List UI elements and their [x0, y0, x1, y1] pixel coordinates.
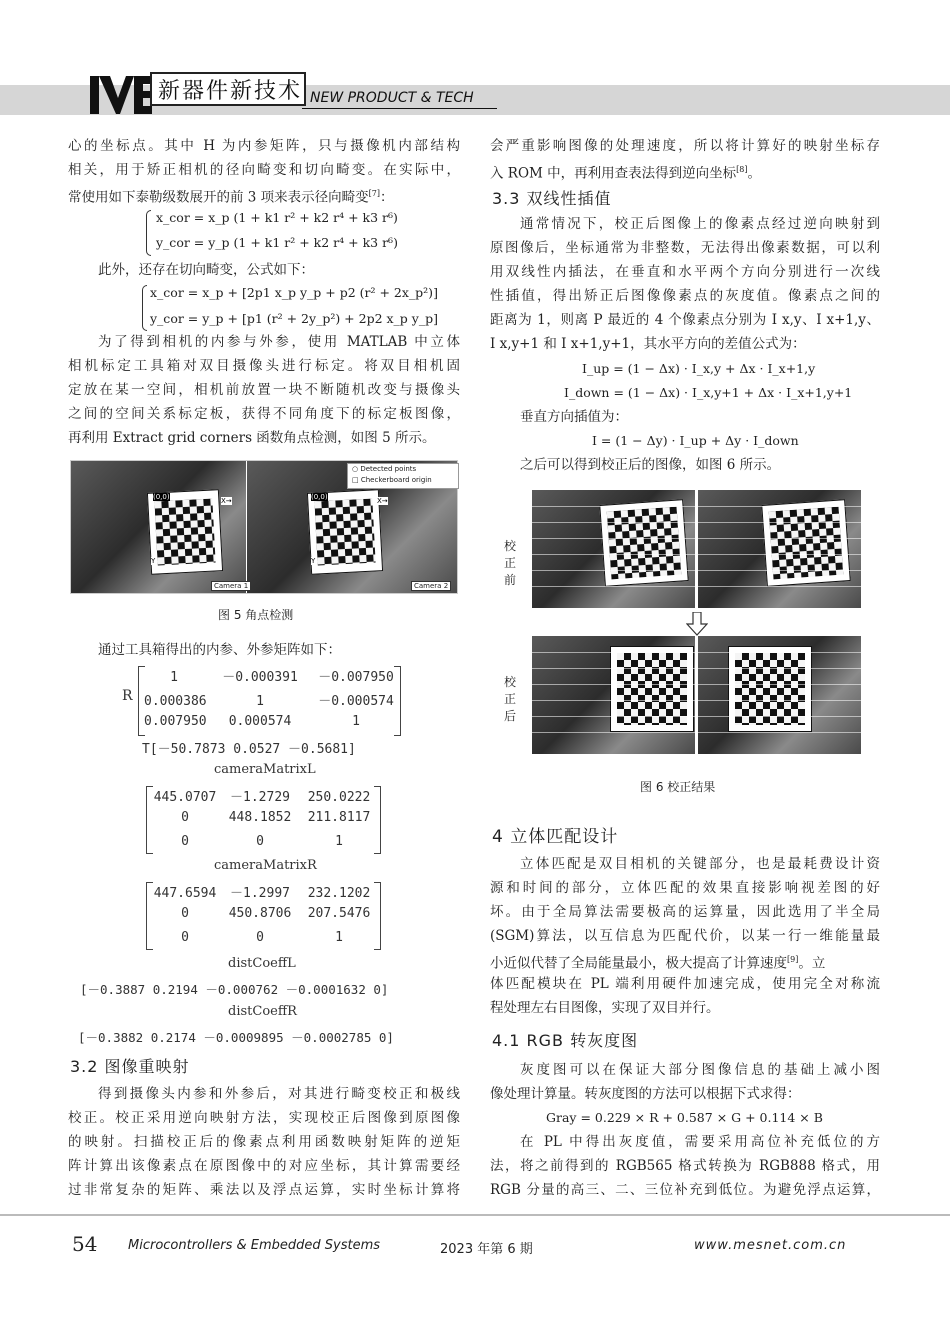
- camL-cell: －1.2729: [230, 790, 290, 805]
- eq-gray: Gray = 0.229 × R + 0.587 × G + 0.114 × B: [546, 1110, 823, 1125]
- left-p3-line2: 相机标定工具箱对双目摄像头进行标定。将双目相机固: [68, 358, 460, 374]
- fig5-x-1: X→: [221, 497, 232, 505]
- camR-cell: 447.6594: [153, 886, 217, 901]
- camL-cell: 250.0222: [307, 790, 371, 805]
- fig6-after-label: 校正后: [504, 675, 517, 723]
- R-cell: 0.007950: [144, 714, 207, 729]
- legend-origin-text: Checkerboard origin: [360, 476, 432, 484]
- right-p7-line2: 法，将之前得到的 RGB565 格式转换为 RGB888 格式，用: [490, 1158, 880, 1174]
- R-row-2: [144, 690, 396, 709]
- checkerboard-2: [314, 499, 375, 566]
- footer-url[interactable]: www.mesnet.com.cn: [694, 1238, 847, 1253]
- right-p5-line5-tail: 。立: [798, 955, 826, 972]
- right-p5-line6: 体匹配模块在 PL 端利用硬件加速完成，使用完全对称流: [490, 976, 880, 992]
- camL-label: cameraMatrixL: [214, 762, 316, 777]
- right-p1-line1: 会严重影响图像的处理速度，所以将计算好的映射坐标存: [490, 138, 880, 154]
- camR-row-1: [150, 882, 378, 901]
- distL-label: distCoeffL: [228, 956, 296, 971]
- section-4-heading: 4 立体匹配设计: [492, 827, 619, 847]
- left-p1-line1: 心的坐标点。其中 H 为内参矩阵，只与摄像机内部结构: [68, 138, 460, 154]
- R-row-3: [144, 714, 396, 729]
- footer-rule: [0, 1214, 950, 1216]
- R-cell: －0.000574: [318, 694, 394, 709]
- R-cell: 0.000574: [228, 714, 292, 729]
- square-icon: □: [352, 476, 361, 484]
- fig5-y-1: Y: [151, 557, 156, 565]
- distR-vector: [－0.3882 0.2174 －0.0009895 －0.0002785 0]: [78, 1030, 394, 1045]
- fig5-caption: 图 5 角点检测: [218, 608, 294, 622]
- distL-vector: [－0.3887 0.2194 －0.000762 －0.0001632 0]: [80, 982, 389, 997]
- eq-tan-1: x_cor = x_p + [2p1 x_p y_p + p2 (r² + 2x_p²)]: [150, 285, 438, 300]
- right-p5-line2: 源和时间的部分，立体匹配的效果直接影响视差图的好: [490, 880, 880, 896]
- right-p1-end: 。: [747, 165, 761, 182]
- left-p5-line1: 得到摄像头内参和外参后，对其进行畸变校正和极线: [98, 1086, 460, 1102]
- right-p5-line5-text: 小近似代替了全局能量最小，极大提高了计算速度: [490, 955, 787, 972]
- camR-row-2: [150, 906, 378, 921]
- ref-7: [7]: [368, 189, 381, 198]
- camR-cell: 1: [335, 930, 343, 945]
- fig6-checker-4: [735, 653, 805, 725]
- eq-tan-2: y_cor = y_p + [p1 (r² + 2y_p²) + 2p2 x_p y_p]: [150, 311, 438, 326]
- fig6-board-4: [728, 646, 812, 732]
- footer-journal: Microcontrollers & Embedded Systems: [128, 1238, 381, 1253]
- right-p2-line5: 距离为 1，则离 P 最近的 4 个像素点分别为 I x,y、I x+1,y、: [490, 312, 880, 328]
- fig6-before-left: [532, 490, 695, 608]
- left-p2: 此外，还存在切向畸变，公式如下：: [98, 262, 314, 278]
- ref-8: [8]: [736, 165, 748, 174]
- camR-cell: 207.5476: [307, 906, 371, 921]
- left-p1-end: ：: [380, 189, 394, 206]
- left-p1-line2: 相关，用于矫正相机的径向畸变和切向畸变。在实际中，: [68, 162, 460, 178]
- eq-I-up: I_up = (1 − Δx) · I_x,y + Δx · I_x+1,y: [582, 361, 816, 376]
- left-p4: 通过工具箱得出的内参、外参矩阵如下：: [98, 642, 341, 658]
- footer-issue: 2023 年第 6 期: [440, 1242, 533, 1257]
- eq-radial-brace: [146, 210, 151, 256]
- legend-detected: [352, 464, 458, 475]
- camR-label: cameraMatrixR: [214, 858, 317, 873]
- camL-row-1: [150, 786, 378, 805]
- ref-9: [9]: [787, 955, 799, 964]
- right-p6-line2: 像处理计算量。转灰度图的方法可以根据下式求得：: [490, 1086, 801, 1102]
- camL-cell: 445.0707: [153, 790, 217, 805]
- fig5-x-2: X→: [377, 497, 388, 505]
- camR-cell: 0: [181, 930, 189, 945]
- R-cell: 1: [256, 694, 264, 709]
- me-logo-icon: [90, 72, 152, 116]
- right-p1-line2: [490, 158, 880, 186]
- R-cell: 1: [352, 714, 360, 729]
- fig5-origin-1: (0,0): [153, 493, 170, 501]
- camL-cell: 0: [181, 834, 189, 849]
- header-title-cn: 新器件新技术: [158, 79, 303, 104]
- left-p3-line5: 再利用 Extract grid corners 函数角点检测，如图 5 所示。: [68, 430, 436, 446]
- fig6-checker-3: [617, 653, 687, 725]
- left-p5-line5: 过非常复杂的矩阵、乘法以及浮点运算，实时坐标计算将: [68, 1182, 460, 1198]
- camR-cell: 450.8706: [228, 906, 292, 921]
- R-label: R: [122, 688, 133, 704]
- right-p3: 垂直方向插值为：: [520, 409, 628, 425]
- R-row-1: [144, 666, 396, 685]
- camR-cell: 0: [256, 930, 264, 945]
- left-p1-line3-text: 常使用如下泰勒级数展开的前 3 项来表示径向畸变: [68, 189, 369, 206]
- eq-I-down: I_down = (1 − Δx) · I_x,y+1 + Δx · I_x+1,y+1: [564, 385, 853, 400]
- left-p5-line2: 校正。校正采用逆向映射方法，实现校正后图像到原图像: [68, 1110, 460, 1126]
- right-p2-line3: 用双线性内插法，在垂直和水平两个方向分别进行一次线: [490, 264, 880, 280]
- left-p3-line4: 之间的空间关系标定板，获得不同角度下的标定板图像，: [68, 406, 460, 422]
- right-p1-line2-text: 入 ROM 中，再利用查表法得到逆向坐标: [490, 165, 737, 182]
- right-p4: 之后可以得到校正后的图像，如图 6 所示。: [520, 457, 781, 473]
- R-cell: －0.000391: [222, 670, 298, 685]
- left-p3-line1: 为了得到相机的内参与外参，使用 MATLAB 中立体: [98, 334, 460, 350]
- camR-row-3: [150, 930, 378, 945]
- fig5-origin-2: (0,0): [311, 493, 328, 501]
- camL-row-2: [150, 810, 378, 825]
- R-cell: －0.007950: [318, 670, 394, 685]
- legend-origin: [352, 475, 458, 486]
- camL-cell: 0: [181, 810, 189, 825]
- fig6-after-left: [532, 636, 695, 754]
- eq-radial-1: x_cor = x_p (1 + k1 r² + k2 r⁴ + k3 r⁶): [156, 210, 398, 225]
- R-cell: 0.000386: [144, 694, 207, 709]
- camR-cell: 0: [181, 906, 189, 921]
- right-p2-line4: 性插值，得出矫正后图像像素点的灰度值。像素点之间的: [490, 288, 880, 304]
- section-4-1-heading: 4.1 RGB 转灰度图: [492, 1031, 639, 1050]
- figure-5: [70, 460, 458, 594]
- fig6-before-label: 校正前: [504, 539, 517, 587]
- eq-tan-brace: [142, 285, 147, 331]
- header-rule: [302, 108, 497, 109]
- right-p7-line3: RGB 分量的高三、二、三位补充到低位。为避免浮点运算，: [490, 1182, 880, 1198]
- fig5-legend: [347, 463, 459, 489]
- distR-label: distCoeffR: [228, 1004, 297, 1019]
- fig6-checker-2: [769, 507, 844, 580]
- right-p5-line1: 立体匹配是双目相机的关键部分，也是最耗费设计资: [520, 856, 880, 872]
- calibration-board-1: [147, 489, 223, 575]
- fig5-y-2: Y: [311, 557, 316, 565]
- fig6-board-2: [761, 499, 851, 587]
- fig6-caption: 图 6 校正结果: [640, 780, 716, 794]
- right-p5-line4: (SGM)算法，以互信息为匹配代价，以某一行一维能量最: [490, 928, 880, 944]
- fig5-camera1-image: [71, 461, 246, 593]
- left-p5-line3: 的映射。扫描校正后的像素点利用函数映射矩阵的逆矩: [68, 1134, 460, 1150]
- right-p2-line6: I x,y+1 和 I x+1,y+1，其水平方向的差值公式为：: [490, 336, 806, 352]
- right-p5-line3: 坏。由于全局算法需要极高的运算量，因此选用了半全局: [490, 904, 880, 920]
- left-p5-line4: 阵计算出该像素点在原图像中的对应坐标，其计算需要经: [68, 1158, 460, 1174]
- eq-radial-2: y_cor = y_p (1 + k1 r² + k2 r⁴ + k3 r⁶): [156, 235, 398, 250]
- legend-detected-text: Detected points: [360, 465, 417, 473]
- eq-I: I = (1 − Δy) · I_up + Δy · I_down: [592, 433, 799, 448]
- section-3-2-heading: 3.2 图像重映射: [70, 1057, 190, 1076]
- right-p5-line7: 程处理左右目图像，实现了双目并行。: [490, 1000, 720, 1016]
- header-title-en: NEW PRODUCT & TECH: [310, 90, 474, 106]
- fig6-board-3: [610, 646, 694, 732]
- calibration-board-2: [307, 489, 383, 575]
- camL-row-3: [150, 834, 378, 849]
- camL-cell: 1: [335, 834, 343, 849]
- fig6-checker-1: [607, 507, 682, 580]
- fig6-before-right: [698, 490, 861, 608]
- left-p3-line3: 定放在某一空间，相机前放置一块不断随机改变与摄像头: [68, 382, 460, 398]
- right-p6-line1: 灰度图可以在保证大部分图像信息的基础上减小图: [520, 1062, 880, 1078]
- T-vector: T[－50.7873 0.0527 －0.5681]: [142, 742, 356, 757]
- R-cell: 1: [170, 670, 178, 685]
- camR-cell: 232.1202: [307, 886, 371, 901]
- fig5-cam1-label: Camera 1: [211, 581, 251, 591]
- circle-icon: ○: [352, 465, 361, 473]
- right-p7-line1: 在 PL 中得出灰度值，需要采用高位补充低位的方: [520, 1134, 880, 1150]
- camL-cell: 211.8117: [307, 810, 371, 825]
- fig5-cam2-label: Camera 2: [411, 581, 451, 591]
- header-logo: [90, 72, 152, 116]
- right-p2-line1: 通常情况下，校正后图像上的像素点经过逆向映射到: [520, 216, 880, 232]
- camR-cell: －1.2997: [230, 886, 290, 901]
- fig6-board-1: [599, 499, 689, 587]
- checkerboard-1: [154, 499, 215, 566]
- camL-cell: 448.1852: [228, 810, 292, 825]
- footer-page-number: 54: [72, 1232, 98, 1256]
- right-p2-line2: 原图像后，坐标通常为非整数，无法得出像素数据，可以利: [490, 240, 880, 256]
- camL-cell: 0: [256, 834, 264, 849]
- fig6-after-right: [698, 636, 861, 754]
- section-3-3-heading: 3.3 双线性插值: [492, 189, 612, 208]
